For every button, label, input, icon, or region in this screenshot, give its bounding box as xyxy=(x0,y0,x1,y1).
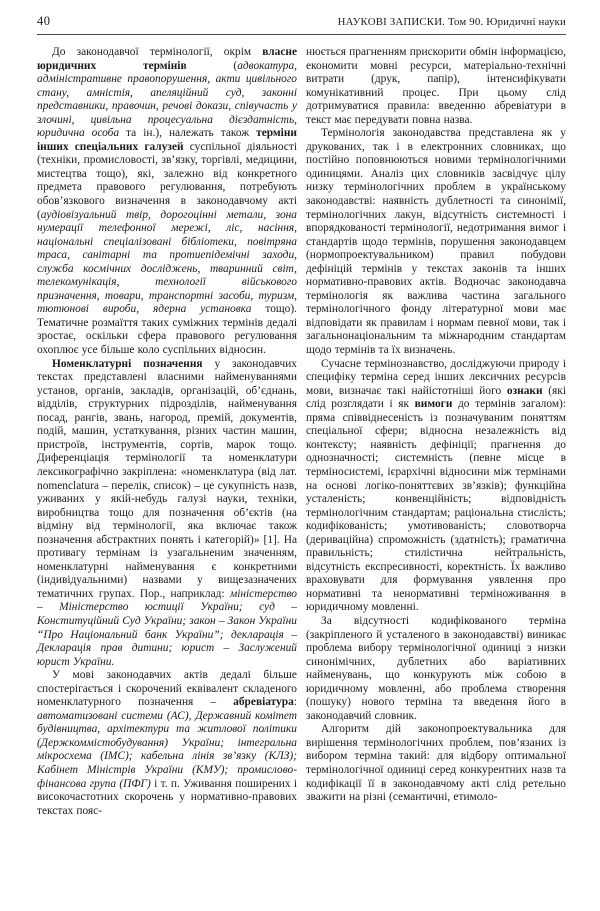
text-run: Сучасне термінознавство, досліджуючи природу і специфіку терміна серед інших лексичних ресурсів мови, визначає такі найістотніші його xyxy=(306,357,566,397)
text-run: у законодавчих текстах представлені власними найменуваннями установ, органів, закладів, організацій, об’єднань, відділів, структурних підрозділів, найменування посад, рангів, звань, нагород, премій, документів, подій, машин, устаткування, різних частин машин, пристроїв, інструментів, сортів, марок тощо. Диференціація термінології та номенклатури лексикографічно закріплена: «номенклатура (від лат. nomenclatura – перелік, список) – це сукупність назв, уживаних у якій-небудь галузі науки, техніки, виробництва тощо для позначення об’єктів (на відміну від термінології, яка включає також позначення абстрактних понять і категорій)» [1]. На противагу термінам із узагальненим значенням, номенклатурні найменування є конкретними (індивідуальними) назвами у вищезазначених тематичних групах. Пор., наприклад: xyxy=(37,357,297,600)
text-run: За відсутності кодифікованого терміна (закріпленого й усталеного в законодавстві) виникає проблема вибору термінологічної одиниці з низки синонімічних, дублетних або варіативних найменувань, що конкурують між собою в юридичному мовленні, або проблема створення (пошуку) нового терміна та введення його в законодавчий словник. xyxy=(306,614,566,722)
bold-text-run: Номенклатурні позначення xyxy=(52,357,203,370)
paragraph xyxy=(37,669,297,818)
bold-text-run: терміни інших спеціальних галузей xyxy=(37,127,297,153)
paragraph xyxy=(37,358,297,670)
text-run: (які слід розглядати і як xyxy=(306,384,566,411)
text-run: суспільної діяльності (техніки, промисловості, зв’язку, торгівлі, медицини, мистецтва тощо), які, залежно від конкретного предмета правового регулювання, потребують обов’язкового визначення в законодавчому акті ( xyxy=(37,140,297,221)
text-body xyxy=(37,46,566,818)
text-run: та ін.), належать також xyxy=(119,127,257,140)
paragraph xyxy=(306,723,566,804)
bold-text-run: абревіатура xyxy=(233,696,294,709)
left-column xyxy=(37,46,297,818)
text-run: Алгоритм дій законопроектувальника для вирішення термінологічних проблем, пов’язаних із вибором терміна такий: для відбору оптимальної термінологічної одиниці серед конкурентних назв та кодифікації її в законодавчому акті слід ретельно зважити на різні (семантичні, етимоло- xyxy=(306,723,566,804)
page-number: 40 xyxy=(37,14,51,28)
text-run: ( xyxy=(186,59,238,72)
italic-text-run: автоматизовані системи (АС), Державний комітет будівництва, архітектури та житлової політики (Держкоммістобудування) України; інтегральна мікросхема (ІМС); кабельна лінія зв’язку (КЛЗ); Кабінет Міністрів України (КМУ); промислово-фінансова група (ПФГ) xyxy=(37,709,297,790)
paragraph xyxy=(306,615,566,723)
bold-text-run: ознаки xyxy=(506,384,543,397)
text-run: і т. п. Уживання поширених і високочастотних скорочень у нормативно-правових текстах пояс- xyxy=(37,777,297,817)
text-run: Термінологія законодавства представлена як у друкованих, так і в електронних словниках, що постійно поповнюються новими термінологічними одиницями. Аналіз цих словників засвідчує цілу низку термінологічних проблем в українському законодавстві: наявність дублетності та синонімії, термінологічних лакун, відсутність системності і впорядкованості термінології, недотримання вимог і стандартів щодо термінів, порушення законодавцем (нормопроектувальником) правил побудови дефініцій термінів у текстах законів та інших нормативно-правових актів. Водночас законодавча термінологія як важлива частина загального термінологічного фонду літературної мови має відповідати як правилам і нормам певної мови, так і загальнонаціональним та міжнародним стандартам щодо термінів та їх визначень. xyxy=(306,127,566,357)
text-run: нюється прагненням прискорити обмін інформацією, економити мовні ресурси, матеріально-технічні витрати (друк, папір), інтенсифікувати комунікативний процес. При цьому слід дотримуватися правила: введенню абревіатури в текст має передувати повна назва. xyxy=(306,46,566,126)
bold-text-run: вимоги xyxy=(414,398,453,411)
text-run: тощо). Тематичне розмаїття таких суміжних термінів дедалі зростає, оскільки сфера правового регулювання охоплює усе більше коло суспільних відносин. xyxy=(37,303,298,357)
text-run: У мові законодавчих актів дедалі більше спостерігається і скорочений еквівалент складеного номенклатурного позначення – xyxy=(37,669,297,709)
italic-text-run: міністерство – Міністерство юстиції України; суд – Конституційний Суд України; закон – Закон України “Про Національний банк України”; декларація – Декларація прав дитини; юрист – Заслужений юрист України. xyxy=(37,587,297,668)
bold-text-run: власне юридичних термінів xyxy=(37,46,297,72)
page-header xyxy=(37,14,566,35)
italic-text-run: аудіовізуальний твір, дорогоцінні метали, зона нумерації телефонної мережі, ліс, насіння, національні спеціалізовані бібліотеки, повітряна траса, санітарні та протиепідемічні заходи, служба космічних досліджень, тваринний світ, телекомунікація, технології військового призначення, товари, транспортні засоби, туризм, тютюнові вироби, ядерна установка xyxy=(37,208,297,316)
paragraph xyxy=(306,358,566,615)
paragraph xyxy=(306,46,566,127)
paragraph xyxy=(306,127,566,357)
italic-text-run: адвокатура, адміністративне правопорушення, акти цивільного стану, амністія, апеляційний суд, законні представники, правочин, речові докази, співучасть у злочині, цивільна процесуальна дієздатність, юридична особа xyxy=(37,59,297,140)
right-column xyxy=(306,46,566,818)
text-run: до термінів загалом): пряма співвіднесеність із позначуваним поняттям спеціальної сфери; відносна незалежність від контексту; наявність дефініції; прагнення до однозначності; системність (певне місце в терміносистемі, ієрархічні відносини між термінами на основі логіко-поняттєвих зв’язків); функційна усталеність; конвенційність; відповідність термінологічним стандартам; раціональна стислість; кодифікованість; умотивованість; словотворча (дериваційна) спроможність (здатність); граматична правильність; стилістична нейтральність, відсутність експресивності, коректність. Їх важливо враховувати для формування уявлення про нормативні та ненормативні терміноживання в юридичному мовленні. xyxy=(306,398,566,614)
text-run: : xyxy=(293,696,297,709)
running-title: НАУКОВІ ЗАПИСКИ. Том 90. Юридичні науки xyxy=(337,16,566,28)
paragraph xyxy=(37,46,297,358)
text-run: До законодавчої термінології, окрім xyxy=(52,46,263,58)
